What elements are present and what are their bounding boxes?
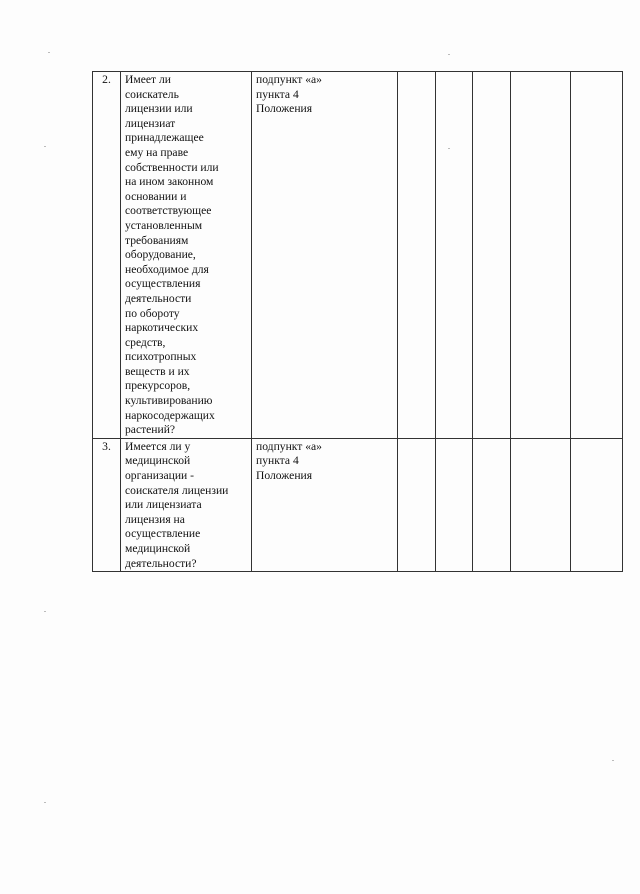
answer-cell-1	[398, 72, 436, 439]
requirement-question: Имеет ли соискатель лицензии или лицензиат принадлежащее ему на праве собственности или на ином законном основании и соответствующее установленным требованиям оборудование, необходимое для осуществления деятельности по обороту наркотических средств, психотропных веществ и их прекурсоров, культивированию наркосодержащих растений?	[121, 72, 252, 439]
answer-cell-2	[436, 72, 473, 439]
scan-speck	[44, 802, 46, 803]
answer-cell-5	[571, 72, 623, 439]
answer-cell-4	[511, 72, 571, 439]
answer-cell-3	[473, 438, 511, 571]
row-number: 2.	[93, 72, 121, 439]
checklist-table	[92, 71, 623, 572]
answer-cell-5	[571, 438, 623, 571]
scan-speck	[448, 148, 450, 149]
regulation-reference: подпункт «а» пункта 4 Положения	[252, 72, 398, 439]
scan-speck	[448, 54, 450, 55]
answer-cell-1	[398, 438, 436, 571]
regulation-reference: подпункт «а» пункта 4 Положения	[252, 438, 398, 571]
table-row	[93, 438, 623, 571]
scan-speck	[48, 52, 50, 53]
answer-cell-3	[473, 72, 511, 439]
scan-speck	[612, 760, 614, 761]
table-row	[93, 72, 623, 439]
scan-speck	[44, 611, 46, 612]
scan-speck	[44, 146, 46, 147]
answer-cell-4	[511, 438, 571, 571]
requirement-question: Имеется ли у медицинской организации - соискателя лицензии или лицензиата лицензия на осуществление медицинской деятельности?	[121, 438, 252, 571]
row-number: 3.	[93, 438, 121, 571]
answer-cell-2	[436, 438, 473, 571]
